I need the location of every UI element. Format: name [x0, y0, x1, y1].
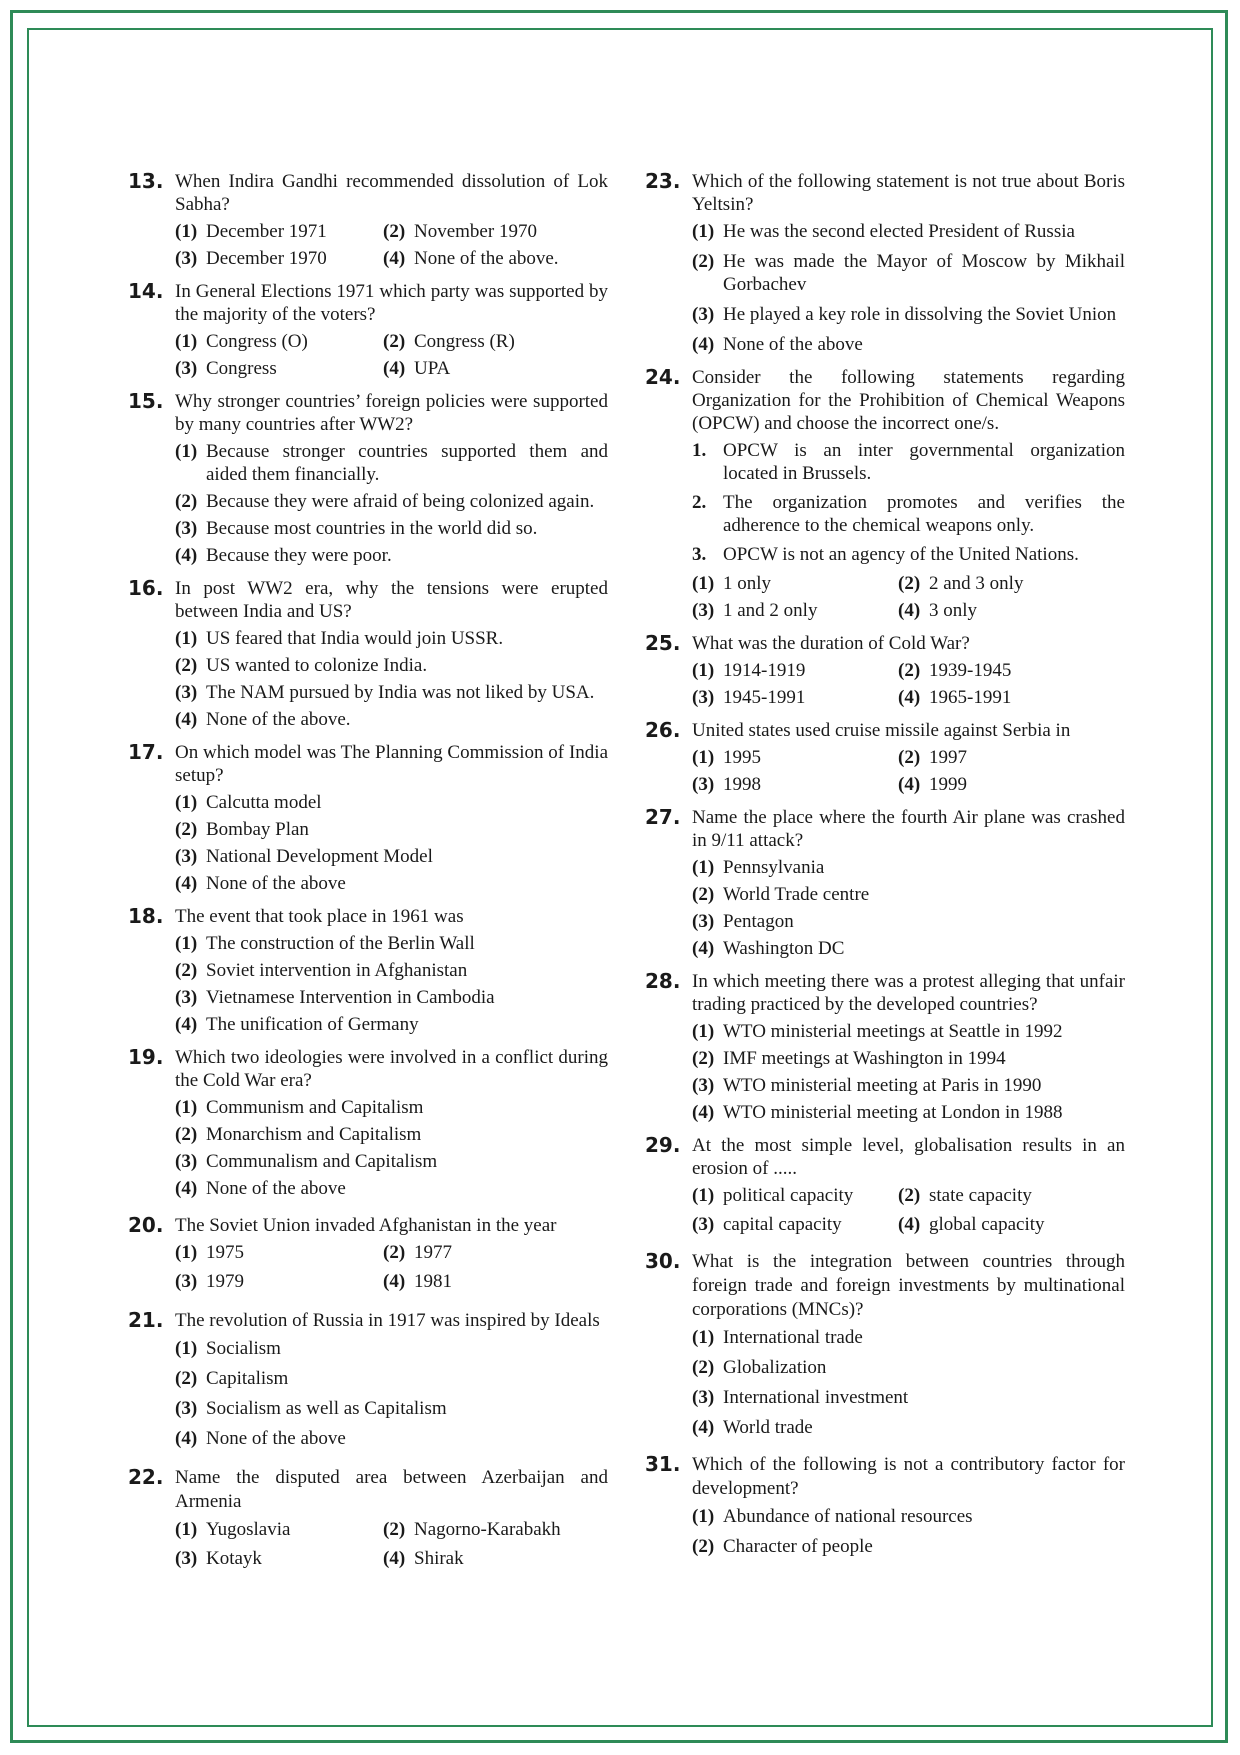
question-number: 26. [645, 718, 681, 742]
option-number: (1) [175, 221, 198, 242]
option [383, 330, 608, 353]
option [692, 746, 898, 769]
option [692, 1020, 1125, 1043]
question-number: 16. [128, 576, 164, 600]
question-number: 22. [128, 1465, 164, 1489]
option-text: None of the above [723, 334, 863, 355]
option [383, 247, 608, 270]
option-number: (2) [898, 573, 921, 594]
option-text: December 1970 [206, 248, 327, 269]
option-number: (1) [692, 1506, 715, 1527]
option-text: Bombay Plan [206, 819, 309, 840]
option [692, 1416, 1125, 1439]
option-number: (1) [692, 857, 715, 878]
option-text: Because they were poor. [206, 545, 392, 566]
option-number: (3) [692, 600, 715, 621]
option-text: Yugoslavia [206, 1519, 291, 1540]
option-number: (4) [175, 1014, 198, 1035]
option-number: (4) [383, 248, 406, 269]
question-text: When Indira Gandhi recommended dissolution of Lok Sabha? [175, 171, 608, 215]
option [175, 959, 608, 982]
option [175, 627, 608, 650]
option [692, 303, 1125, 326]
statement-text: OPCW is an inter governmental organization located in Brussels. [723, 440, 1125, 484]
question-number: 23. [645, 169, 681, 193]
option-text: Vietnamese Intervention in Cambodia [206, 987, 495, 1008]
option-text: None of the above [206, 873, 346, 894]
question-number: 17. [128, 740, 164, 764]
option-number: (1) [692, 747, 715, 768]
option-text: Character of people [723, 1536, 873, 1557]
option [175, 1337, 608, 1360]
option-text: Congress [206, 358, 277, 379]
question-27 [645, 806, 1125, 960]
option-text: 1981 [414, 1271, 452, 1292]
option-number: (3) [175, 846, 198, 867]
option-text: Nagorno-Karabakh [414, 1519, 561, 1540]
option-number: (1) [692, 660, 715, 681]
option-number: (4) [383, 1271, 406, 1292]
question-28 [645, 970, 1125, 1124]
option-number: (4) [692, 334, 715, 355]
option-text: WTO ministerial meetings at Seattle in 1992 [723, 1021, 1063, 1042]
option-text: He was made the Mayor of Moscow by Mikhail Gorbachev [723, 251, 1125, 295]
question-29 [645, 1134, 1125, 1236]
option [692, 1326, 1125, 1349]
option-number: (1) [692, 1185, 715, 1206]
option-number: (2) [175, 1368, 198, 1389]
option [175, 330, 383, 353]
option [175, 1367, 608, 1390]
left-column [128, 170, 608, 1580]
question-text: The revolution of Russia in 1917 was inspired by Ideals [175, 1310, 600, 1331]
option-number: (2) [692, 1048, 715, 1069]
question-20 [128, 1214, 608, 1293]
statement-text: The organization promotes and verifies the adherence to the chemical weapons only. [723, 492, 1125, 536]
option-text: Congress (R) [414, 331, 515, 352]
option [175, 818, 608, 841]
option-text: International investment [723, 1387, 909, 1408]
option-number: (2) [383, 331, 406, 352]
question-text: What is the integration between countries through foreign trade and foreign investments by multinational corporations (MNCs)? [692, 1251, 1125, 1320]
question-number: 31. [645, 1452, 681, 1476]
question-number: 21. [128, 1308, 164, 1332]
option-number: (4) [175, 1178, 198, 1199]
option-number: (1) [692, 221, 715, 242]
option-text: 2 and 3 only [929, 573, 1024, 594]
option-text: None of the above. [414, 248, 559, 269]
option-number: (3) [692, 1387, 715, 1408]
option-text: 1965-1991 [929, 687, 1012, 708]
option [175, 1547, 383, 1570]
option-number: (1) [175, 628, 198, 649]
option-text: 1 and 2 only [723, 600, 818, 621]
option-text: Pentagon [723, 911, 794, 932]
question-text: In General Elections 1971 which party was supported by the majority of the voters? [175, 281, 608, 325]
option [692, 1386, 1125, 1409]
option [898, 599, 1125, 622]
option [692, 1074, 1125, 1097]
option [175, 1123, 608, 1146]
option [175, 681, 608, 704]
option-text: WTO ministerial meeting at London in 1988 [723, 1102, 1063, 1123]
question-15 [128, 390, 608, 567]
option-text: 1977 [414, 1242, 452, 1263]
option [175, 1096, 608, 1119]
option [383, 1518, 608, 1541]
option-text: 1914-1919 [723, 660, 806, 681]
option [898, 746, 1125, 769]
option-text: capital capacity [723, 1214, 842, 1235]
option [175, 1427, 608, 1450]
option [692, 937, 1125, 960]
option [175, 708, 608, 731]
option-number: (2) [898, 747, 921, 768]
option [898, 572, 1125, 595]
statement-text: OPCW is not an agency of the United Nations. [723, 544, 1079, 565]
option-text: December 1971 [206, 221, 327, 242]
option-number: (2) [692, 251, 715, 272]
option [692, 572, 898, 595]
option-number: (3) [175, 682, 198, 703]
option [175, 1397, 608, 1420]
question-24 [645, 366, 1125, 622]
option [175, 247, 383, 270]
question-text: In post WW2 era, why the tensions were erupted between India and US? [175, 578, 608, 622]
option-number: (4) [692, 1102, 715, 1123]
option-number: (3) [175, 987, 198, 1008]
option [898, 1184, 1125, 1207]
option [692, 333, 1125, 356]
option-text: November 1970 [414, 221, 537, 242]
option-number: (4) [898, 687, 921, 708]
question-31 [645, 1453, 1125, 1558]
option-number: (2) [175, 1124, 198, 1145]
option [383, 357, 608, 380]
option-text: World trade [723, 1417, 813, 1438]
option-text: Socialism [206, 1338, 281, 1359]
option-text: 1939-1945 [929, 660, 1012, 681]
option-text: None of the above. [206, 709, 351, 730]
option-number: (1) [175, 792, 198, 813]
statement-number: 1. [692, 440, 707, 461]
option-number: (4) [175, 709, 198, 730]
statement [692, 439, 1125, 485]
question-number: 20. [128, 1213, 164, 1237]
option [692, 1535, 1125, 1558]
option-number: (4) [383, 358, 406, 379]
question-number: 14. [128, 279, 164, 303]
question-30 [645, 1250, 1125, 1439]
question-number: 24. [645, 365, 681, 389]
option-text: Congress (O) [206, 331, 308, 352]
option-text: The unification of Germany [206, 1014, 419, 1035]
option-text: state capacity [929, 1185, 1032, 1206]
option-number: (1) [175, 1097, 198, 1118]
option [692, 856, 1125, 879]
option-text: The NAM pursued by India was not liked by USA. [206, 682, 595, 703]
option-number: (2) [175, 819, 198, 840]
option-number: (2) [175, 491, 198, 512]
option-number: (2) [898, 1185, 921, 1206]
option-text: 1 only [723, 573, 772, 594]
option-number: (4) [383, 1548, 406, 1569]
option-text: US wanted to colonize India. [206, 655, 428, 676]
right-column [645, 170, 1125, 1568]
option-number: (1) [175, 933, 198, 954]
statement [692, 543, 1125, 566]
option [692, 599, 898, 622]
option-number: (1) [175, 441, 198, 462]
question-23 [645, 170, 1125, 356]
question-number: 25. [645, 631, 681, 655]
option [175, 932, 608, 955]
option [692, 250, 1125, 296]
option [175, 544, 608, 567]
statement-number: 2. [692, 492, 707, 513]
option-number: (1) [692, 573, 715, 594]
option [898, 659, 1125, 682]
question-number: 15. [128, 389, 164, 413]
option [175, 654, 608, 677]
option-text: None of the above [206, 1178, 346, 1199]
option [692, 910, 1125, 933]
option-number: (3) [692, 1214, 715, 1235]
option-text: Monarchism and Capitalism [206, 1124, 422, 1145]
option-text: global capacity [929, 1214, 1045, 1235]
option-number: (2) [692, 1536, 715, 1557]
question-25 [645, 632, 1125, 709]
option-number: (3) [175, 1398, 198, 1419]
option [692, 1505, 1125, 1528]
question-number: 28. [645, 969, 681, 993]
option [692, 1047, 1125, 1070]
option [175, 845, 608, 868]
option-number: (4) [175, 1428, 198, 1449]
option [383, 1547, 608, 1570]
option-number: (4) [898, 600, 921, 621]
option-number: (4) [692, 938, 715, 959]
option [692, 883, 1125, 906]
option-text: Pennsylvania [723, 857, 825, 878]
question-number: 29. [645, 1133, 681, 1157]
option [175, 490, 608, 513]
option-text: Kotayk [206, 1548, 262, 1569]
question-18 [128, 905, 608, 1036]
option-text: World Trade centre [723, 884, 870, 905]
statement [692, 491, 1125, 537]
question-text: The event that took place in 1961 was [175, 906, 464, 927]
option-text: political capacity [723, 1185, 854, 1206]
option-text: 1995 [723, 747, 761, 768]
option-number: (2) [898, 660, 921, 681]
option-number: (1) [692, 1021, 715, 1042]
option-text: Soviet intervention in Afghanistan [206, 960, 468, 981]
question-number: 19. [128, 1045, 164, 1069]
option-text: 1979 [206, 1271, 244, 1292]
option [898, 686, 1125, 709]
option-number: (4) [175, 873, 198, 894]
option [692, 773, 898, 796]
option-number: (1) [175, 1242, 198, 1263]
option-number: (2) [383, 1242, 406, 1263]
option-text: International trade [723, 1327, 863, 1348]
option-number: (3) [175, 1548, 198, 1569]
option-text: Communalism and Capitalism [206, 1151, 438, 1172]
question-text: What was the duration of Cold War? [692, 633, 970, 654]
option [175, 1177, 608, 1200]
option [383, 220, 608, 243]
option [383, 1270, 608, 1293]
option-text: Abundance of national resources [723, 1506, 973, 1527]
option-text: Socialism as well as Capitalism [206, 1398, 447, 1419]
option-number: (1) [692, 1327, 715, 1348]
option-number: (2) [692, 884, 715, 905]
option-text: Because they were afraid of being colonized again. [206, 491, 595, 512]
question-13 [128, 170, 608, 270]
option [692, 1184, 898, 1207]
option-text: Washington DC [723, 938, 845, 959]
option-number: (3) [175, 358, 198, 379]
option [175, 357, 383, 380]
option-number: (3) [175, 1271, 198, 1292]
question-text: Consider the following statements regarding Organization for the Prohibition of Chemical Weapons (OPCW) and choose the incorrect one/s. [692, 367, 1125, 434]
option [175, 1518, 383, 1541]
option-number: (1) [175, 331, 198, 352]
option-number: (3) [692, 304, 715, 325]
option-text: None of the above [206, 1428, 346, 1449]
option-number: (3) [692, 774, 715, 795]
option-text: Calcutta model [206, 792, 322, 813]
option [692, 1101, 1125, 1124]
option [175, 1270, 383, 1293]
question-text: Name the disputed area between Azerbaijan and Armenia [175, 1467, 608, 1512]
option-text: Because most countries in the world did so. [206, 518, 538, 539]
option-number: (4) [692, 1417, 715, 1438]
option-number: (1) [175, 1338, 198, 1359]
option-number: (4) [175, 545, 198, 566]
option-number: (2) [383, 221, 406, 242]
option-number: (4) [898, 774, 921, 795]
option-text: He played a key role in dissolving the Soviet Union [723, 304, 1117, 325]
option-number: (2) [692, 1357, 715, 1378]
option [692, 1356, 1125, 1379]
option-text: National Development Model [206, 846, 433, 867]
option-text: IMF meetings at Washington in 1994 [723, 1048, 1006, 1069]
option-number: (3) [692, 1075, 715, 1096]
option-number: (2) [383, 1519, 406, 1540]
option-number: (1) [175, 1519, 198, 1540]
option-text: US feared that India would join USSR. [206, 628, 504, 649]
option-number: (4) [898, 1214, 921, 1235]
statement-number: 3. [692, 544, 707, 565]
option-text: 1945-1991 [723, 687, 806, 708]
option-text: 1999 [929, 774, 967, 795]
option-number: (3) [692, 687, 715, 708]
question-21 [128, 1309, 608, 1450]
option [692, 1213, 898, 1236]
option [175, 440, 608, 486]
option [175, 220, 383, 243]
option [175, 986, 608, 1009]
option-text: The construction of the Berlin Wall [206, 933, 475, 954]
option-text: Communism and Capitalism [206, 1097, 424, 1118]
question-text: Name the place where the fourth Air plane was crashed in 9/11 attack? [692, 807, 1125, 851]
question-text: Which of the following is not a contributory factor for development? [692, 1454, 1125, 1499]
option-number: (2) [175, 960, 198, 981]
option-text: He was the second elected President of Russia [723, 221, 1075, 242]
option-number: (2) [175, 655, 198, 676]
option [175, 517, 608, 540]
option [692, 659, 898, 682]
question-text: Which two ideologies were involved in a conflict during the Cold War era? [175, 1047, 608, 1091]
option-text: Capitalism [206, 1368, 289, 1389]
question-number: 18. [128, 904, 164, 928]
option-text: 1975 [206, 1242, 244, 1263]
question-text: On which model was The Planning Commission of India setup? [175, 742, 608, 786]
question-19 [128, 1046, 608, 1200]
question-14 [128, 280, 608, 380]
question-text: Which of the following statement is not true about Boris Yeltsin? [692, 171, 1125, 215]
option [175, 1013, 608, 1036]
option-text: WTO ministerial meeting at Paris in 1990 [723, 1075, 1042, 1096]
option-number: (3) [692, 911, 715, 932]
option-text: 1998 [723, 774, 761, 795]
option [175, 1241, 383, 1264]
option [692, 220, 1125, 243]
option-number: (3) [175, 1151, 198, 1172]
question-number: 30. [645, 1249, 681, 1273]
option-text: 1997 [929, 747, 967, 768]
question-number: 27. [645, 805, 681, 829]
option-text: Shirak [414, 1548, 464, 1569]
option [175, 791, 608, 814]
option-number: (3) [175, 248, 198, 269]
question-22 [128, 1466, 608, 1570]
question-text: United states used cruise missile against Serbia in [692, 720, 1071, 741]
option-text: Because stronger countries supported them and aided them financially. [206, 441, 608, 485]
option [898, 1213, 1125, 1236]
question-text: The Soviet Union invaded Afghanistan in the year [175, 1215, 557, 1236]
option-text: UPA [414, 358, 451, 379]
option [692, 686, 898, 709]
option-text: Globalization [723, 1357, 827, 1378]
question-26 [645, 719, 1125, 796]
option [175, 1150, 608, 1173]
option [898, 773, 1125, 796]
question-16 [128, 577, 608, 731]
question-text: Why stronger countries’ foreign policies were supported by many countries after WW2? [175, 391, 608, 435]
question-number: 13. [128, 169, 164, 193]
question-17 [128, 741, 608, 895]
option-number: (3) [175, 518, 198, 539]
option [383, 1241, 608, 1264]
option-text: 3 only [929, 600, 978, 621]
option [175, 872, 608, 895]
question-text: In which meeting there was a protest alleging that unfair trading practiced by the developed countries? [692, 971, 1125, 1015]
question-text: At the most simple level, globalisation results in an erosion of ..... [692, 1135, 1125, 1179]
